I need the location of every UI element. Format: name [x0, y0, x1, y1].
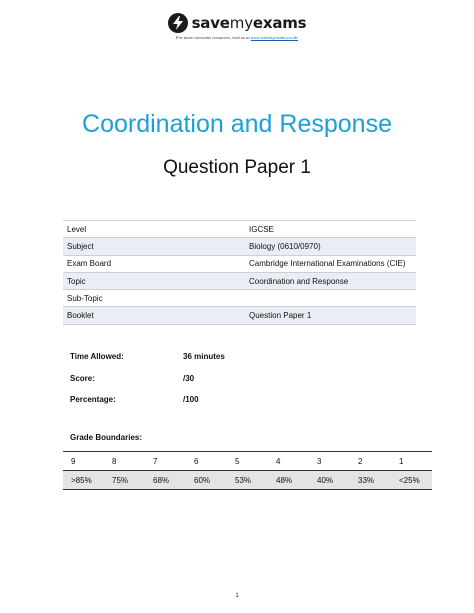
grade-cell: 6	[186, 452, 227, 471]
grade-row	[63, 452, 432, 471]
grade-cell: 9	[63, 452, 104, 471]
tagline: For more awesome resources, visit us at www.savemyexams.co.uk/	[175, 35, 299, 40]
info-value: IGCSE	[245, 221, 416, 238]
percentage-row	[63, 471, 432, 490]
page-subtitle: Question Paper 1	[163, 157, 311, 178]
percentage-label: Percentage:	[70, 395, 116, 404]
info-row	[63, 238, 416, 255]
info-row	[63, 290, 416, 307]
score-label: Score:	[70, 374, 95, 383]
percentage-cell: 75%	[104, 471, 145, 490]
logo	[0, 13, 474, 33]
info-label: Booklet	[63, 307, 245, 324]
percentage-cell: <25%	[391, 471, 432, 490]
logo-text: savemyexams	[191, 14, 307, 32]
info-label: Topic	[63, 272, 245, 289]
grade-cell: 5	[227, 452, 268, 471]
info-row	[63, 255, 416, 272]
grade-cell: 3	[309, 452, 350, 471]
website-link[interactable]: www.savemyexams.co.uk/	[250, 35, 299, 40]
score-value: /30	[183, 374, 195, 383]
percentage-cell: 60%	[186, 471, 227, 490]
percentage-cell: 48%	[268, 471, 309, 490]
percentage-cell: >85%	[63, 471, 104, 490]
info-label: Subject	[63, 238, 245, 255]
percentage-cell: 33%	[350, 471, 391, 490]
info-value: Cambridge International Examinations (CIE)	[245, 255, 416, 272]
grade-cell: 7	[145, 452, 186, 471]
grade-cell: 4	[268, 452, 309, 471]
lightning-bolt-icon	[168, 13, 188, 33]
info-value: Biology (0610/0970)	[245, 238, 416, 255]
info-row	[63, 221, 416, 238]
grade-cell: 1	[391, 452, 432, 471]
percentage-cell: 53%	[227, 471, 268, 490]
info-label: Level	[63, 221, 245, 238]
info-table	[63, 220, 416, 325]
info-value	[245, 290, 416, 307]
grade-boundaries-title: Grade Boundaries:	[70, 433, 143, 442]
grade-boundaries-table	[63, 451, 432, 490]
info-value: Coordination and Response	[245, 272, 416, 289]
time-allowed-value: 36 minutes	[183, 352, 225, 361]
time-allowed-label: Time Allowed:	[70, 352, 124, 361]
percentage-cell: 40%	[309, 471, 350, 490]
info-label: Exam Board	[63, 255, 245, 272]
percentage-cell: 68%	[145, 471, 186, 490]
page-number: 1	[235, 593, 239, 599]
info-row	[63, 307, 416, 324]
info-label: Sub-Topic	[63, 290, 245, 307]
percentage-value: /100	[183, 395, 199, 404]
info-value: Question Paper 1	[245, 307, 416, 324]
grade-cell: 8	[104, 452, 145, 471]
info-row	[63, 272, 416, 289]
grade-cell: 2	[350, 452, 391, 471]
page-title: Coordination and Response	[82, 110, 392, 138]
